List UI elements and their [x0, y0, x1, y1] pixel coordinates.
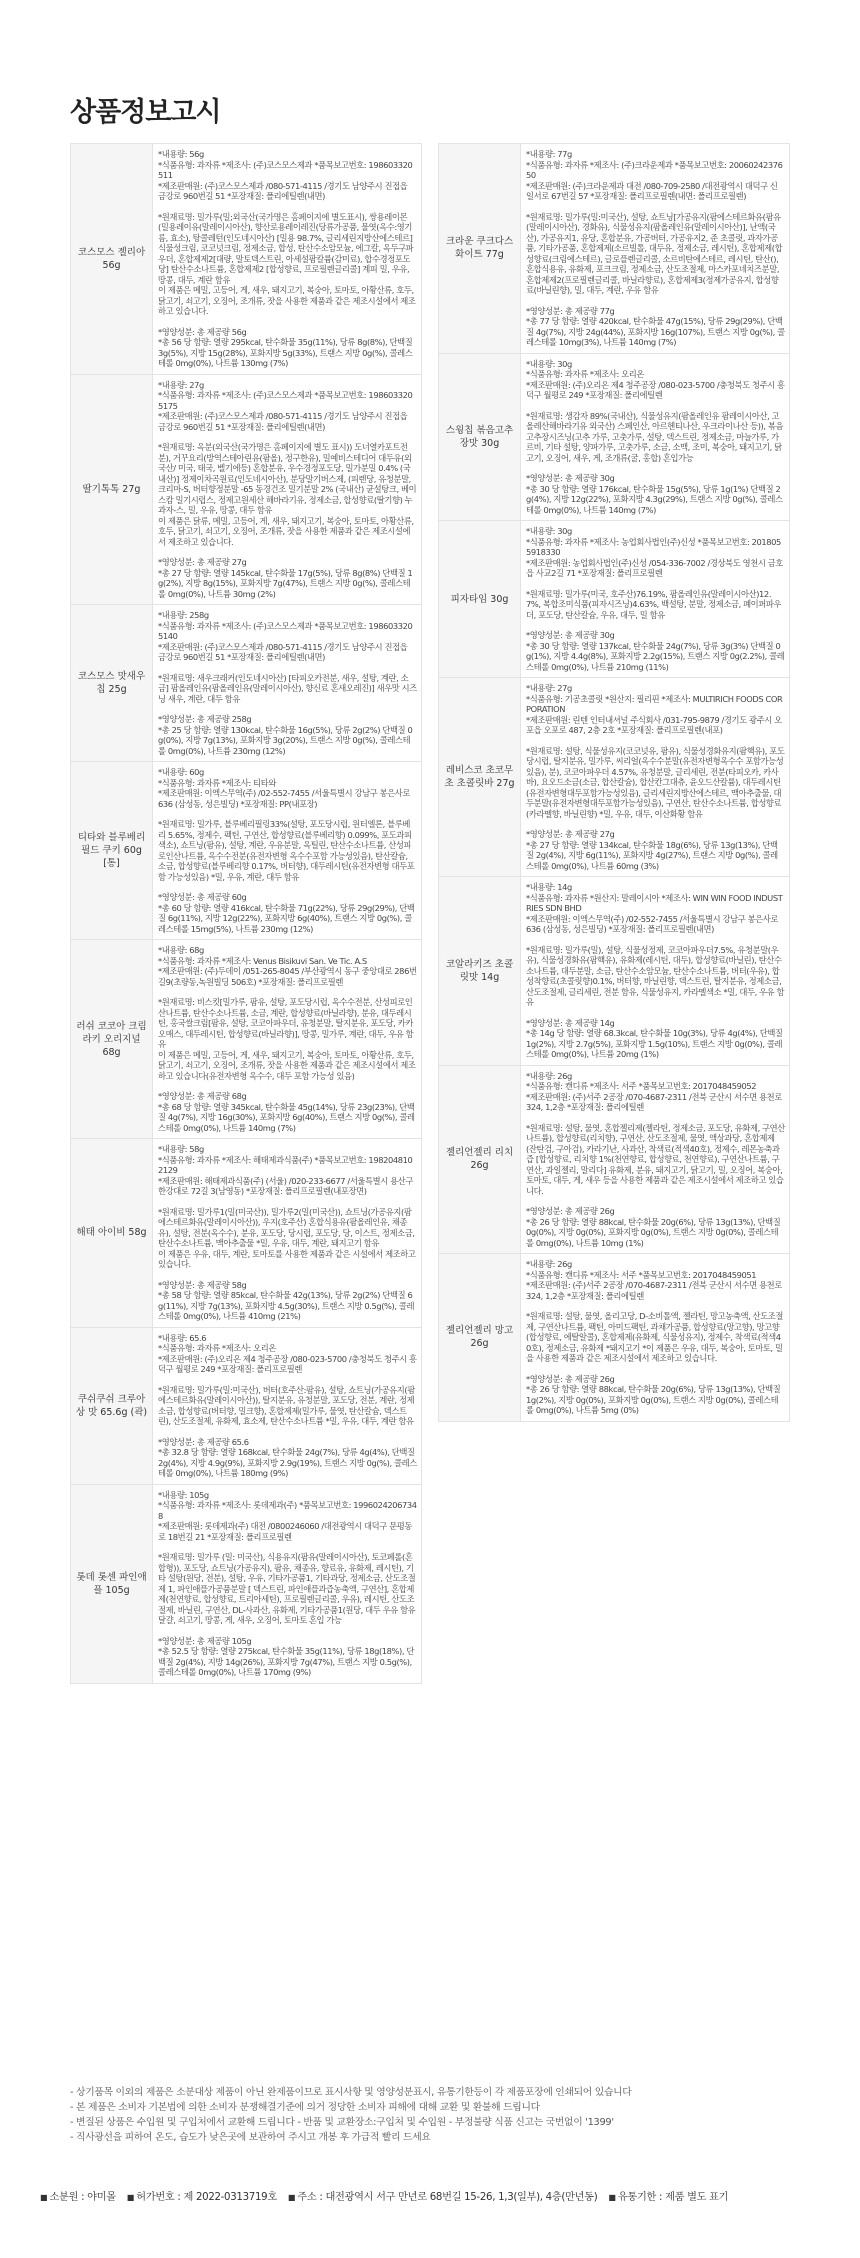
notice-item: - 본 제품은 소비자 기본법에 의한 소비자 분쟁해결기준에 의거 정당한 소비자 피해에 대해 교환 및 환불해 드립니다 [70, 2102, 540, 2113]
product-nutrition: *영양성분: 총 제공량 30g *총 30 당 함량: 열량 137kcal, 탄수화물 24g(7%), 당류 3g(3%) 단백질 0g(1%), 지방 4.4g(8%), 포화지방 2.2g(15%), 트랜스 지방 0g(2.2%), 콜레스테롤 0mg(0%), 나트륨 210mg (11%) [526, 630, 785, 672]
product-ingredients: *원재료명: 밀가루(밀;외국산(국가명은 홈페이지에 별도표시), 쌍용레이몬(밀용레이유(말레이시아산), 향산로용레이레진(당류가공품, 물엿(옥수:영기름, 효소), 탕콜레턴(인도네시아산) [밀용 98.7%, 글리세린지방산에스테르] 식물성크림, 코코넛크림, 정제소금, 합성, 탄산수소암모늄, 에그칼, 옥두구파우더, 혼합제제2[대량, 말토덱스트린, 아세설팜칼륨(감미료), 합수경정포도당] 탄산수소나트륨, 혼합제제2 [합성향료, 프로필렌글리콜] 계피 밀, 우유, 땅콩, 대두, 계란 함유 이 제품은 메밀, 고등어, 게, 새우, 돼지고기, 복숭아, 토마토, 아황산류, 호두, 닭고기, 쇠고기, 오징어, 조개류, 잣을 사용한 제품과 같은 제조시설에서 제조하고 있습니다. [158, 211, 416, 316]
notice-item: - 변질된 상품은 수입원 및 구입처에서 교환해 드립니다 - 반품 및 교환장소:구입처 및 수입원 - 부정불량 식품 신고는 국번없이 '1399' [70, 2117, 614, 2128]
product-row [71, 940, 422, 1139]
info-table-left [70, 143, 422, 1684]
product-name: 젤리언젤리 망고 26g [439, 1254, 521, 1422]
product-ingredients: *원재료명: 밀가루(밀:미국산), 설탕, 쇼트닝[가공유지(팜에스테르화유(팜유(말레이시아산), 경화유), 식물성유지(팜올레인유(말레이시아산)], 난액(국산), 가공유지1, 유당, 혼합분유, 가공버터, 가공유지2, 준 초콜릿, 과자가공품, 기타가공품, 혼합제제(소르빌톨, 대두유, 정제소금, 레시틴), 혼합제제(합성향료(크림에스테르), 글로플렌글리콜, 소르비탄에스테르, 레시틴, 탄산(), 혼합식용유, 유화제, 포크크림, 정제소금, 산도조절제, 마스카포네치즈분말, 혼합제제2(프로필렌글리콜, 바닐라향료), 혼합제제3(정제가공유지, 합성향료(바닐린향), 밀, 대두, 계란, 우유 함유 [526, 211, 783, 295]
product-description [521, 144, 790, 354]
product-details: *내용량: 68g *식품유형: 과자류 *제조사: Venus Bisikuvi San. Ve Tic. A.S *제조판매원: (주)두데이 /051-265-8045 /부산광역시 동구 중앙대로 286번길9(초량동,녹원빌딩 506호) *포장재질: 폴리프로필렌 [158, 945, 417, 987]
product-row [439, 1065, 790, 1254]
product-description [521, 877, 790, 1066]
product-ingredients: *원재료명: 밀가루, 블루베리필링33%(설탕, 포도당시럽, 원터엘론, 블루베리 5.65%, 정제수, 펙틴, 구연산, 합성향료(블루베리향) 0.099%, 포도과피색소), 쇼트닝(팜유), 설탕, 계란, 우유분말, 옥틸린, 탄산수소나트륨, 산성피로인산나트륨, 옥수수전분(유전자변형 옥수수포함 가능성있음), 탄산칼슘, 소금, 합성향료(블루베리향 0.17%, 버터향), 대두레시틴(유전자변형 대두포함 가능성있음) *밀, 우유, 계란, 대두 함유 [158, 819, 415, 882]
product-row [439, 521, 790, 678]
product-nutrition: *영양성분: 총 제공량 77g *총 77 당 함량: 열량 420kcal, 탄수화물 47g(15%), 당류 29g(29%), 단백질 4g(7%), 지방 24g(44%), 포화지방 16g(107%), 트랜스 지방 0g(%), 콜레스테롤 10mg(3%), 나트륨 140mg (7%) [526, 305, 785, 347]
product-description [153, 1139, 422, 1328]
product-description [521, 521, 790, 678]
product-details: *내용량: 26g *식품유형: 캔디류 *제조사: 서주 *품목보고번호: 2017048459051 *제조판매원: (주)서주 2공장 /070-4687-2311 /전북 군산시 서수면 용천로 324, 1,2층 *포장재질: 폴리에틸렌 [526, 1259, 782, 1301]
product-name: 쿠쉬쿠쉬 크루아상 맛 65.6g (곽) [71, 1327, 153, 1484]
product-ingredients: *원재료명: 생감자 89%(국내산), 식물성유지(팜올레인유 팜레이시아산, 고올레산해바라기유 외국산) 스페인산, 아르헨티나산, 우크라이나산 등)), 볶음고추장시즈닝(고추 가루, 고춧가루, 설탕, 덱스트린, 정제소금, 마늘가루, 가르비, 기타 설탕, 양파가루, 고춧가루, 소금, 소맥, 조미, 복숭아, 돼지고기, 닭고기, 오징어, 새우, 게, 조개류(굴, 홍합) 혼입가능 [526, 410, 784, 463]
info-table-right [438, 143, 790, 1422]
product-nutrition: *영양성분: 총 제공량 27g *총 27 당 함량: 열량 145kcal, 탄수화물 17g(5%), 당류 8g(8%) 단백질 1g(2%), 지방 8g(15%), 포화지방 7g(47%), 트랜스 지방 0g(%), 콜레스테롤 0mg(0%), 나트륨 30mg (2%) [158, 557, 413, 599]
product-name: 젤리언젤리 리치 26g [439, 1065, 521, 1254]
product-details: *내용량: 27g *식품유형: 기공초콜릿 *원산지: 필리핀 *제조사: MULTIRICH FOODS CORPORATION *제조판매원: 린텐 인터내셔널 주식회사 /031-795-9879 /경기도 광주시 오포읍 오포로 487, 2층 2호 *포장재질: 폴리프로필렌(내포) [526, 683, 783, 735]
notice-list [70, 2085, 830, 2145]
product-ingredients: *원재료명: 밀가루1(밀(미국산)), 밀가루2(밀(미국산)), 쇼트닝(가공유지(팜에스테르화유(말레이시아산)), 우지(호주산) 혼합식용유(팜올레인유, 채종유), 설탕, 전분(옥수수), 분유, 포도당, 당시럽, 포도당, 당, 이스트, 정제소금, 탄산수소나트륨, 맥아추출물 *밀, 우유, 대두, 계란, 돼지고기 함유 이 제품은 우유, 대두, 계란, 토마토를 사용한 제품과 같은 시설에서 제조하고 있습니다. [158, 1206, 416, 1269]
product-row [439, 144, 790, 354]
product-ingredients: *원재료명: 밀가루(밀:미국산), 버터(호주산:팜유), 설탕, 쇼트닝(가공유지(팜에스테르화유(말레이시아산)), 탈지분유, 유청분말, 포도당, 전분, 계란, 정제소금, 합성향료(버터향, 밀크향), 혼합제제(밀가루, 물엿, 탄산칼슘, 덱스트린), 산도조절제, 유화제, 효소제, 탄산수소나트륨 *밀, 우유, 대두, 계란 함유 [158, 1384, 415, 1426]
product-name: 딸기톡톡 27g [71, 374, 153, 605]
product-ingredients: *원재료명: 설탕, 식물성유지(코코넛유, 팜유), 식물성경화유지(팜핵유), 포도당시럽, 탈지분유, 밀가루, 씨리얼(옥수수분말(유전자변형옥수수 포함가능성있음), 분), 코코아파우더 4.57%, 유청분말, 글리세린, 전분(타피오카, 카사바), 요오드소금(소금, 합산칼슘), 합산칸그대츄, 윤오드산칼륨), 대두레시틴(유전자변형대두포함가능성있음), 글리세린지방산에스테르, 맥아추출물, 대두분말(유전자변형대두포함가능성있음), 구연산, 탄산수소나트륨, 합성향료(카라멜향, 바닐린향) *밀, 우유, 대두, 이산화황 함유 [526, 745, 785, 819]
product-details: *내용량: 30g *식품유형: 과자류 *제조사: 오리온 *제조판매원: (주)오리온 제4 청주공장 /080-023-5700 /충청북도 청주시 흥덕구 월평로 249 *포장재질: 폴리에틸렌 [526, 358, 785, 400]
product-details: *내용량: 14g *식품유형: 과자류 *원산지: 말레이시아 *제조사: WIN WIN FOOD INDUSTRIES SDN BHD *제조판매원: 이엑스무역(주) /02-552-7455 /서울특별시 강남구 봉은사로 636 (삼성동, 성은빌딩) *포장재질: 폴리프로필렌(내면) [526, 882, 783, 934]
product-table-left [70, 143, 422, 1684]
product-description [153, 940, 422, 1139]
footer-expiry: ■ 유통기한 : 제품 별도 표기 [608, 2188, 728, 2203]
product-row [71, 1327, 422, 1484]
product-details: *내용량: 258g *식품유형: 과자류 *제조사: (주)코스모스제과 *품목보고번호: 1986033205140 *제조판매원: (주)코스모스제과 /080-571-4115 /경기도 남양주시 진접읍 금강로 960번길 51 *포장재질: 폴리에틸렌(내면) [158, 610, 413, 662]
product-details: *내용량: 60g *식품유형: 과자류 *제조사: 티타와 *제조판매원: 이엑스무역(주) /02-552-7455 /서울특별시 강남구 봉은사로 636 (삼성동, 성은빌딩) *포장재질: PP(내포장) [158, 767, 411, 809]
product-table-right [438, 143, 790, 1422]
product-details: *내용량: 26g *식품유형: 캔디류 *제조사: 서주 *품목보고번호: 2017048459052 *제조판매원: (주)서주 2공장 /070-4687-2311 /전북 군산시 서수면 용천로 324, 1,2층 *포장재질: 폴리에틸렌 [526, 1070, 782, 1112]
product-nutrition: *영양성분: 총 제공량 258g *총 25 당 함량: 열량 130kcal, 탄수화물 16g(5%), 당류 2g(2%) 단백질 0g(0%), 지방 7g(13%), 포화지방 3g(20%), 트랜스 지방 0g(%), 콜레스테롤 0mg(0%), 나트륨 230mg (12%) [158, 714, 413, 756]
product-name: 티타와 블루베리 필드 쿠키 60g [통] [71, 762, 153, 940]
product-ingredients: *원재료명: 새우크래커(인도네시아산) [타피오카전분, 새우, 설탕, 계란, 소금] 팜올레인유(팜올레인유(말레이시아산), 향신료 혼새오레진)] 새우맛 시즈닝 새우, 계란, 대두 함유 [158, 672, 417, 704]
product-ingredients: *원재료명: 밀가루(밀), 설탕, 식물성정제, 코코아파우더7.5%, 유청분말(우유), 식물성경화유(팜핵유), 유화제(레시틴, 대두), 합성향료(바닐린), 탄산수소나트륨, 대두분말, 소금, 탄산수소암모늄, 탄산수소나트륨, 버터(우유), 합성착향료(초콜릿향)0.1%, 버터향, 바닐린향, 덱스트린, 탈지분유, 정제소금, 산도조절제, 글리세린, 전분 함유, 식물성유지, 카라멜색소 *밀, 대두, 우유 함유 [526, 944, 785, 1007]
product-row [71, 1139, 422, 1328]
product-details: *내용량: 77g *식품유형: 과자류 *제조사: (주)크라운제과 *품목보고번호: 2006024237650 *제조판매원: (주)크라운제과 대전 /080-709-2580 /대전광역시 대덕구 신일서로 67번길 57 *포장재질: 폴리프로필렌(내면: 폴리프로필렌) [526, 149, 783, 201]
product-details: *내용량: 56g *식품유형: 과자류 *제조사: (주)코스모스제과 *품목보고번호: 198603320511 *제조판매원: (주)코스모스제과 /080-571-4115 /경기도 남양주시 진접읍 금강로 960번길 51 *포장재질: 폴리에틸렌(내면) [158, 149, 413, 201]
product-row [439, 353, 790, 521]
notice-item: - 상기품목 이외의 제품은 소분대상 제품이 아닌 완제품이므로 표시사항 및 영양성분표시, 유통기한등이 각 제품포장에 인쇄되어 있습니다 [70, 2087, 632, 2098]
product-row [439, 1254, 790, 1422]
product-nutrition: *영양성분: 총 제공량 65.6 *총 32.8 당 함량: 열량 168kcal, 탄수화물 24g(7%), 당류 4g(4%), 단백질 2g(4%), 지방 4.9g(9%), 포화지방 2.9g(19%), 트랜스 지방 0g(%), 콜레스테롤 0mg(0%), 나트륨 180mg (9%) [158, 1436, 417, 1478]
product-description [153, 1327, 422, 1484]
product-description [153, 144, 422, 375]
product-name: 코스모스 맛새우칩 25g [71, 605, 153, 762]
product-name: 레비스코 초코무초 초콜릿바 27g [439, 678, 521, 877]
product-description [153, 374, 422, 605]
product-nutrition: *영양성분: 총 제공량 58g *총 58 당 함량: 열량 85kcal, 탄수화물 42g(13%), 당류 2g(2%) 단백질 6g(11%), 지방 7g(13%), 포화지방 4.5g(30%), 트랜스 지방 0.5g(%), 콜레스테롤 0mg(0%), 나트륨 410mg (21%) [158, 1279, 415, 1321]
page-title: 상품정보고시 [70, 97, 221, 128]
product-name: 코알라키즈 초콜릿맛 14g [439, 877, 521, 1066]
product-nutrition: *영양성분: 총 제공량 105g *총 52.5 당 함량: 열량 275kcal, 탄수화물 35g(11%), 당류 18g(18%), 단백질 2g(4%), 지방 14g(26%), 포화지방 7g(47%), 트랜스 지방 0.5g(%), 콜레스테롤 0mg(0%), 나트륨 170mg (9%) [158, 1635, 414, 1677]
product-ingredients: *원재료명: 밀가루 (밀: 미국산), 식용유지(팜유(말레이시아산), 토코페롤(혼합형)), 포도당, 쇼트닝(가공유지), 팜유, 채종유, 향료유, 유화제, 레시틴), 기타 설탕(원당, 전분), 설탕, 우유, 기타가공품1, 기타과당, 정제소금, 산도조절제 1, 파인애플가공품분말 [ 덱스트린, 파인애플과즙농축액, 구연산], 혼합제제(천연향료, 합성향료, 트리아세틴), 프로필렌글리콜, 우유), 레시틴, 산도조절제, 바닐린, 구연산, DL-사과산, 유화제, 기타가공품1(원당, 대두 우유 함유 달걀, 쇠고기, 땅콩, 게, 새우, 오징어, 토마토 혼입 가능 [158, 1552, 416, 1625]
product-ingredients: *원재료명: 옥분(외국산(국가명은 홈페이지에 별도 표시)) 도너열카포트전분), 거꾸요리(방역스테아린유(팜올), 정구한유), 밀예비스테디어 대두유(외국산/ 미국, 태국, 벨기에등) 혼합분유, 우수경정포도당, 밀가분밀 0.4% (국내산)] 정제이차곡원료(인도네시아산), 분당말기버스제, (피렌당, 유청분말, 크리마-S, 버터향정분말 -65 동경건조 밀기분말 2% (국내산) 균설탕크, 베이스캄 밀기시럽스, 정제고원세산 해바라기유, 정제소금, 합성향료(딸기향) 누과자-스, 밀, 우유, 땅콩, 대두 함유 이 제품은 닭류, 메밀, 고등어, 게, 새우, 돼지고기, 복숭아, 토마토, 아황산류, 호두, 닭고기, 쇠고기, 오징어, 조개류, 잣을 사용한 제품과 같은 제조시설에서 제조하고 있습니다. [158, 442, 417, 547]
product-name: 피자타임 30g [439, 521, 521, 678]
product-nutrition: *영양성분: 총 제공량 30g *총 30 당 함량: 열량 176kcal, 탄수화물 15g(5%), 당류 1g(1%) 단백질 2g(4%), 지방 12g(22%), 포화지방 4.3g(29%), 트랜스 지방 0g(%), 콜레스테롤 0mg(0%), 나트륨 140mg (7%) [526, 473, 783, 515]
product-description [153, 762, 422, 940]
footer-seller: ■ 소분원 : 야미몰 [40, 2188, 116, 2203]
footer-address: ■ 주소 : 대전광역시 서구 만년로 68번길 15-26, 1,3(일부), 4층(만년동) [288, 2188, 598, 2203]
product-details: *내용량: 30g *식품유형: 과자류 *제조사: 농업회사법인(주)신성 *품목보고번호: 2018055918330 *제조판매원: 농업회사법인(주)신성 /054-336-7002 /경상북도 영천시 금호읍 사교2길 71 *포장재질: 폴리프로필렌 [526, 526, 783, 578]
product-name: 롯데 롯센 파인애플 105g [71, 1484, 153, 1683]
product-nutrition: *영양성분: 총 제공량 27g *총 27 당 함량: 열량 134kcal, 탄수화물 18g(6%), 당류 13g(13%), 단백질 2g(4%), 지방 6g(11%), 포화지방 4g(27%), 트랜스 지방 0g(%), 콜레스테롤 0mg(0%), 나트륨 60mg (3%) [526, 829, 778, 871]
product-nutrition: *영양성분: 총 제공량 68g *총 68 당 함량: 열량 345kcal, 탄수화물 45g(14%), 당류 23g(23%), 단백질 4g(7%), 지방 16g(30%), 포화지방 6g(40%), 트랜스 지방 0g(%), 콜레스테롤 0mg(0%), 나트륨 140mg (7%) [158, 1091, 415, 1133]
product-details: *내용량: 105g *식품유형: 과자류 *제조사: 롯데제과(주) *품목보고번호: 19960242067348 *제조판매원: 롯데제과(주) 대전 /0800246060 /대전광역시 대덕구 문평동로 18번길 21 *포장재질: 폴리프로필렌 [158, 1489, 417, 1542]
product-ingredients: *원재료명: 설탕, 물엿, 혼합젤리제(젤라틴, 정제소금, 포도당, 유화제, 구연산나트륨), 합성향료(리치향), 구연산, 산도조절제, 물엿, 액상과당, 혼합제제(잔탄검, 구아검), 카라기난, 사과산, 착색료(적색40호), 정제수, 레몬농축과즙 [합성향료, 리치향 1%(천연향료, 합성향료, 천연향료), 구연산나트륨, 구연산, 과일젤리, 말리다] 유화제, 분유, 돼지고기, 닭고기, 밀, 오징어, 복숭아, 토마토, 대두, 게, 새우 등을 사용한 제품과 같은 제조시설에서 제조하고 있습니다. [526, 1122, 785, 1196]
product-name: 코스모스 젤리아 56g [71, 144, 153, 375]
product-description [153, 605, 422, 762]
product-details: *내용량: 65.6 *식품유형: 과자류 *제조사: 오리온 *제조판매원: (주)오리온 제4 청주공장 /080-023-5700 /충청북도 청주시 흥덕구 월평로 249 *포장재질: 폴리프로필렌 [158, 1332, 417, 1374]
product-nutrition: *영양성분: 총 제공량 26g *총 26 당 함량: 열량 88kcal, 탄수화물 20g(6%), 당류 13g(13%), 단백질 1g(2%), 지방 0g(0%), 포화지방 0g(0%), 트랜스 지방 0g(0%), 콜레스테롤 0mg(0%), 나트륨 5mg (0%) [526, 1373, 781, 1415]
product-description [521, 353, 790, 521]
product-nutrition: *영양성분: 총 제공량 60g *총 60 당 함량: 열량 416kcal, 탄수화물 71g(22%), 당류 29g(29%), 단백질 6g(11%), 지방 12g(22%), 포화지방 6g(40%), 트랜스 지방 0g(%), 콜레스테롤 15mg(5%), 나트륨 230mg (12%) [158, 892, 415, 934]
company-footer [40, 2188, 840, 2203]
product-row [439, 678, 790, 877]
product-row [71, 144, 422, 375]
product-description [521, 1065, 790, 1254]
product-description [521, 1254, 790, 1422]
product-row [439, 877, 790, 1066]
product-details: *내용량: 58g *식품유형: 과자류 *제조사: 해태제과식품(주) *품목보고번호: 1982048102129 *제조판매원: 해태제과식품(주) (서울) /020-233-6677 /서울특별시 용산구 한강대로 72길 3(남영동) *포장재질: 폴리프로필렌(내포장면) [158, 1144, 413, 1196]
product-nutrition: *영양성분: 총 제공량 26g *총 26 당 함량: 열량 88kcal, 탄수화물 20g(6%), 당류 13g(13%), 단백질 0g(0%), 지방 0g(0%), 포화지방 0g(0%), 트랜스 지방 0g(0%), 콜레스테롤 0mg(0%), 나트륨 10mg (1%) [526, 1206, 781, 1248]
product-ingredients: *원재료명: 비스킷[밀가루, 팜유, 설탕, 포도당시럽, 옥수수전분, 산성피로인산나트륨, 탄산수소나트륨, 소금, 계란, 합성향료(바닐라향), 분유, 대두레시틴, 홍국쌀크림[팜유, 설탕, 코코아파우더, 유청분말, 탈지분유, 포도당, 카카오매스, 대두레시틴, 합성향료(바닐라향)], 땅콩, 밀가루, 계란, 대두, 우유 함유 이 제품은 메밀, 고등어, 게, 새우, 돼지고기, 복숭아, 토마토, 아황산류, 호두, 닭고기, 쇠고기, 오징어, 조개류, 잣을 사용한 제품과 같은 제조시설에서 제조하고 있습니다(유전자변형 옥수수, 대두 포함 가능성 있음) [158, 997, 416, 1081]
notice-item: - 직사광선을 피하여 온도, 습도가 낮은곳에 보관하여 주시고 개봉 후 가급적 빨리 드세요 [70, 2132, 431, 2143]
product-name: 스윙칩 볶음고추장맛 30g [439, 353, 521, 521]
product-name: 해태 아이비 58g [71, 1139, 153, 1328]
footer-license: ■ 허가번호 : 제 2022-0313719호 [127, 2188, 277, 2203]
product-ingredients: *원재료명: 밀가루(미국, 호주산)76.19%, 팜올레인유(말레이시아산)12.7%, 복합조미식품(피자시즈닝)4.63%, 백설탕, 분말, 정제소금, 폐이퍼파우더, 포도당, 탄산칼슘, 우유, 대두, 밀 함유 [526, 588, 782, 620]
product-row [71, 1484, 422, 1683]
product-nutrition: *영양성분: 총 제공량 14g *총 14g 당 함량: 열량 68.3kcal, 탄수화물 10g(3%), 당류 4g(4%), 단백질 1g(2%), 지방 2.7g(5%), 포화지방 1.5g(10%), 트랜스 지방 0g(0%), 콜레스테롤 0mg(0%), 나트륨 20mg (1%) [526, 1017, 783, 1059]
product-row [71, 762, 422, 940]
product-description [521, 678, 790, 877]
product-name: 크라운 쿠크다스 화이트 77g [439, 144, 521, 354]
product-description [153, 1484, 422, 1683]
product-nutrition: *영양성분: 총 제공량 56g *총 56 당 함량: 열량 295kcal, 탄수화물 35g(11%), 당류 8g(8%), 단백질 3g(5%), 지방 15g(28%), 포화지방 5g(33%), 트랜스 지방 0g(%), 콜레스테롤 0mg(0%), 나트륨 130mg (7%) [158, 326, 413, 368]
product-row [71, 374, 422, 605]
product-details: *내용량: 27g *식품유형: 과자류 *제조사: (주)코스모스제과 *품목보고번호: 1986033205175 *제조판매원: (주)코스모스제과 /080-571-4115 /경기도 남양주시 진접읍 금강로 960번길 51 *포장재질: 폴리에틸렌(내면) [158, 379, 413, 432]
product-row [71, 605, 422, 762]
product-ingredients: *원재료명: 설탕, 물엿, 올리고당, D-소비톨액, 젤라틴, 망고농축액, 산도조절제, 구연산나트륨, 팩틴, 아미드팩틴, 과채가공품, 합성향료(망고향), 망고향(합성향료, 에탈알콜), 혼합제제(유화제, 식물성유지), 정제수, 착색료(적색40호), 정제소금, 유화제 *돼지고기 *이 제품은 우유, 대두, 복숭아, 토마토, 밀을 사용한 제품과 같은 제조시설에서 제조하고 있습니다. [526, 1311, 784, 1363]
product-name: 러쉬 코코아 크림 라키 오리지널 68g [71, 940, 153, 1139]
